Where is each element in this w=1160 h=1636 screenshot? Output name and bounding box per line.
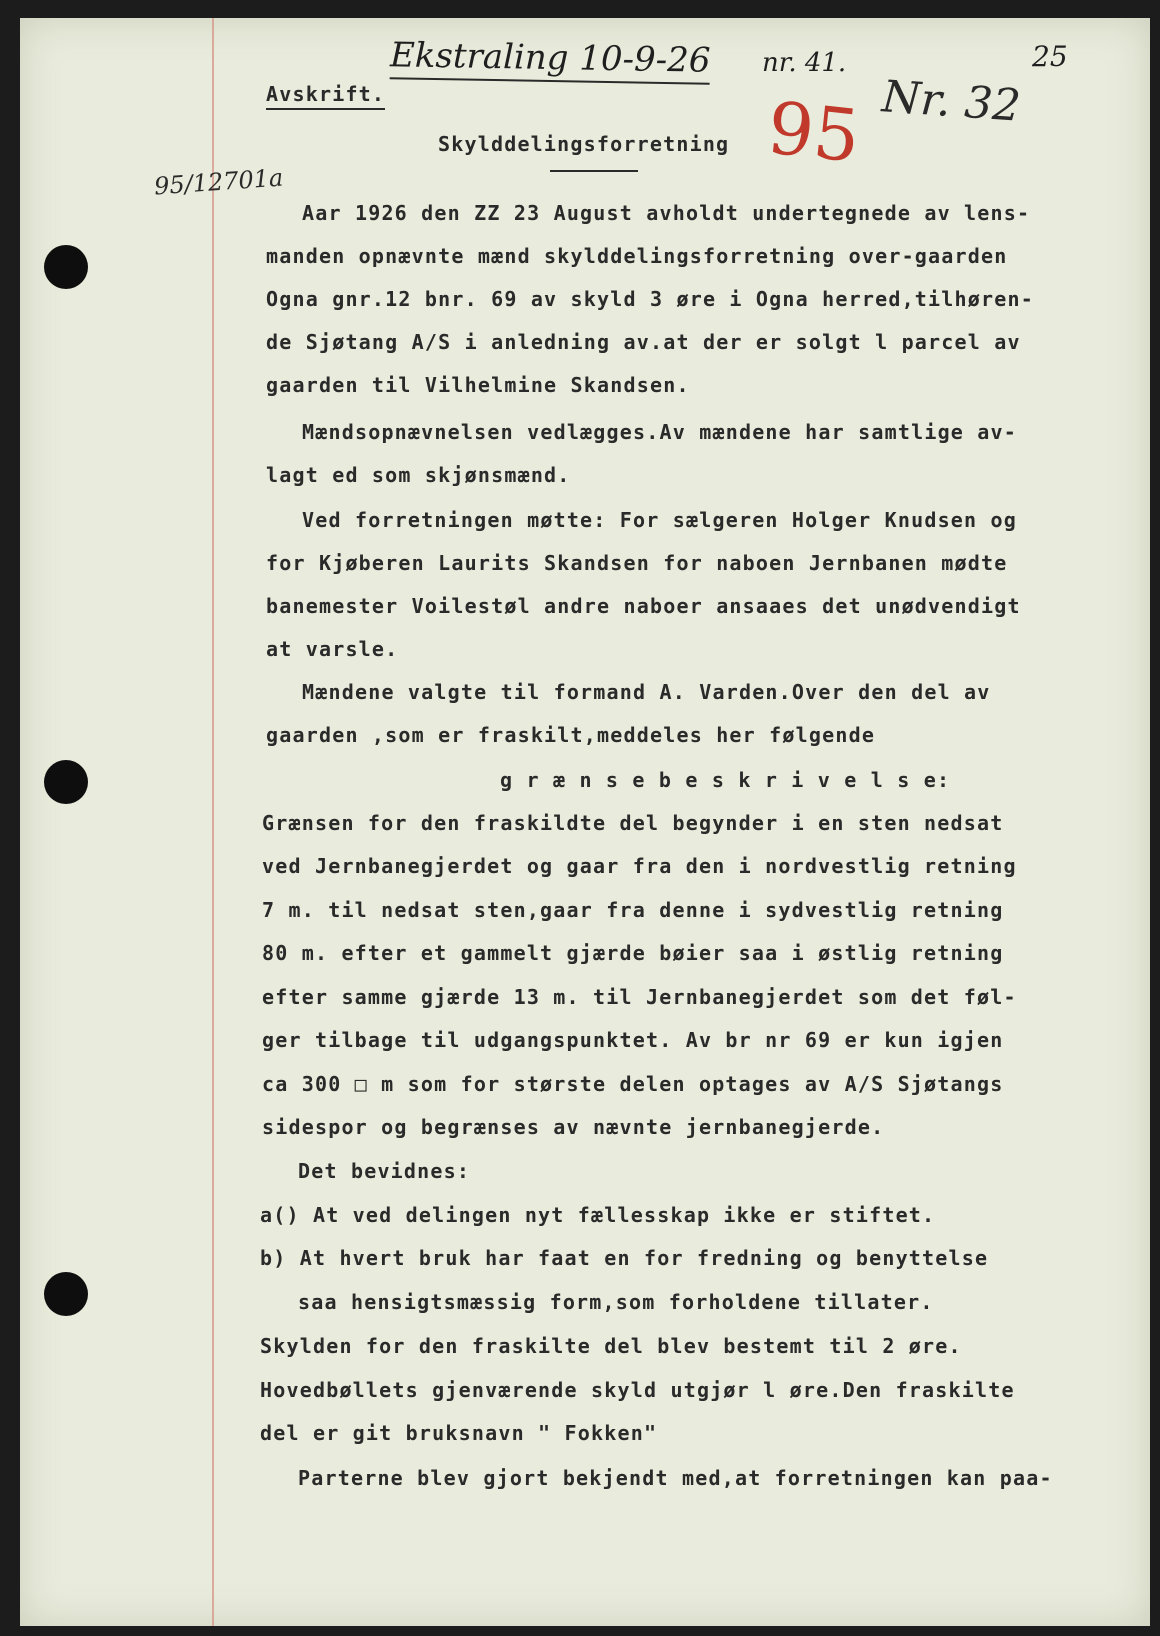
- text-line: Ved forretningen møtte: For sælgeren Holger Knudsen og: [302, 508, 1018, 532]
- text-line: Mændsopnævnelsen vedlægges.Av mændene har samtlige av-: [302, 420, 1018, 444]
- text-line: ca 300 □ m som for største delen optages av A/S Sjøtangs: [262, 1072, 1004, 1096]
- text-line: Det bevidnes:: [298, 1159, 471, 1183]
- case-number: Nr. 32: [880, 71, 1023, 132]
- punch-hole: [44, 245, 88, 289]
- text-line: efter samme gjærde 13 m. til Jernbanegjerdet som det føl-: [262, 985, 1017, 1009]
- section-heading: g r æ n s e b e s k r i v e l s e:: [500, 768, 951, 792]
- text-line: Mændene valgte til formand A. Varden.Over den del av: [302, 680, 991, 704]
- text-line: gaarden ,som er fraskilt,meddeles her følgende: [266, 723, 876, 747]
- text-line: Skylden for den fraskilte del blev bestemt til 2 øre.: [260, 1334, 962, 1358]
- punch-hole: [44, 760, 88, 804]
- text-line: saa hensigtsmæssig form,som forholdene tillater.: [298, 1290, 934, 1314]
- handwritten-nr: nr. 41.: [762, 48, 847, 78]
- handwritten-heading: Ekstraling 10-9-26: [390, 35, 711, 85]
- red-folio-number: 95: [763, 85, 864, 179]
- text-line: de Sjøtang A/S i anledning av.at der er solgt l parcel av: [266, 330, 1021, 354]
- text-line: 80 m. efter et gammelt gjærde bøier saa i østlig retning: [262, 941, 1004, 965]
- text-line: at varsle.: [266, 637, 399, 661]
- text-line: 7 m. til nedsat sten,gaar fra denne i sydvestlig retning: [262, 898, 1004, 922]
- text-line: Parterne blev gjort bekjendt med,at forretningen kan paa-: [298, 1466, 1053, 1490]
- document-page: [20, 18, 1150, 1626]
- avskrift-label: Avskrift.: [266, 82, 385, 110]
- text-line: banemester Voilestøl andre naboer ansaaes det unødvendigt: [266, 594, 1021, 618]
- text-line: del er git bruksnavn " Fokken": [260, 1421, 658, 1445]
- text-line: gaarden til Vilhelmine Skandsen.: [266, 373, 690, 397]
- text-line: sidespor og begrænses av nævnte jernbanegjerde.: [262, 1115, 885, 1139]
- margin-line: [212, 18, 214, 1626]
- text-line: Grænsen for den fraskildte del begynder i en sten nedsat: [262, 811, 1004, 835]
- punch-hole: [44, 1272, 88, 1316]
- text-line: for Kjøberen Laurits Skandsen for naboen Jernbanen mødte: [266, 551, 1008, 575]
- text-line: lagt ed som skjønsmænd.: [266, 463, 571, 487]
- text-line: a() At ved delingen nyt fællesskap ikke er stiftet.: [260, 1203, 936, 1227]
- side-reference: 95/12701a: [153, 163, 285, 201]
- page-number: 25: [1032, 40, 1068, 73]
- text-line: ger tilbage til udgangspunktet. Av br nr 69 er kun igjen: [262, 1028, 1004, 1052]
- text-line: Aar 1926 den ZZ 23 August avholdt undertegnede av lens-: [302, 201, 1031, 225]
- title-rule: [550, 170, 638, 172]
- text-line: Hovedbøllets gjenværende skyld utgjør l øre.Den fraskilte: [260, 1378, 1015, 1402]
- text-line: b) At hvert bruk har faat en for fredning og benyttelse: [260, 1246, 989, 1270]
- text-line: Ogna gnr.12 bnr. 69 av skyld 3 øre i Ogna herred,tilhøren-: [266, 287, 1034, 311]
- document-title: Skylddelingsforretning: [438, 132, 730, 156]
- text-line: ved Jernbanegjerdet og gaar fra den i nordvestlig retning: [262, 854, 1017, 878]
- text-line: manden opnævnte mænd skylddelingsforretning over-gaarden: [266, 244, 1008, 268]
